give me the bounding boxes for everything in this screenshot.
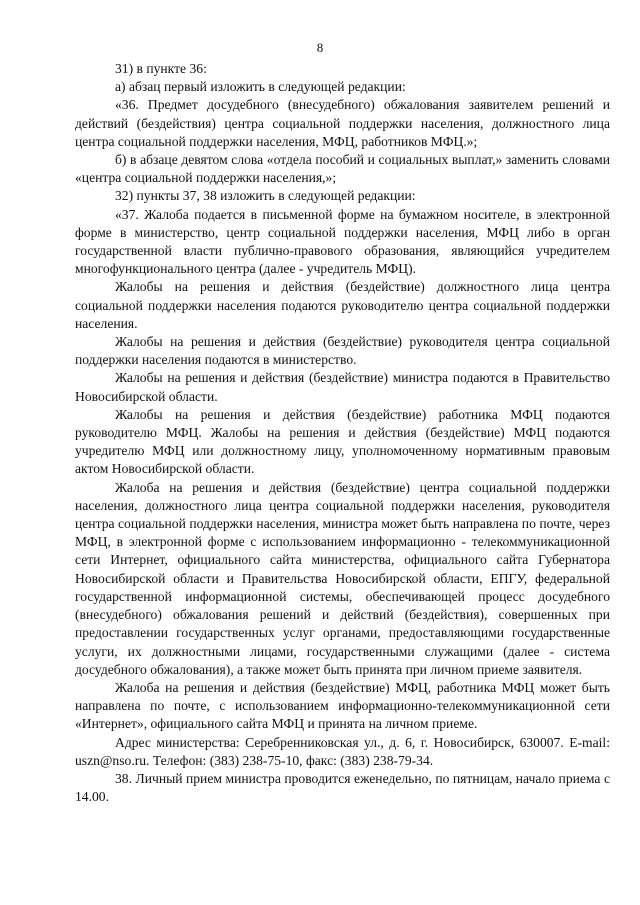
paragraph: Жалоба на решения и действия (бездействие) МФЦ, работника МФЦ может быть направлена по почте, с использованием информационно-телекоммуникационной сети «Интернет», официального сайта МФЦ и принята на личном приеме. bbox=[75, 679, 610, 732]
page-number: 8 bbox=[316, 40, 324, 55]
paragraph: «36. Предмет досудебного (внесудебного) обжалования заявителем решений и действий (бездействия) центра социальной поддержки населения, должностного лица центра социальной поддержки населения, МФЦ, работников МФЦ.»; bbox=[75, 97, 610, 149]
paragraph: а) абзац первый изложить в следующей редакции: bbox=[115, 79, 406, 95]
paragraph: Адрес министерства: Серебренниковская ул., д. 6, г. Новосибирск, 630007. E-mail: uszn@nso.ru. Телефон: (383) 238-75-10, факс: (383) 238-79-34. bbox=[75, 734, 610, 768]
paragraph: б) в абзаце девятом слова «отдела пособий и социальных выплат,» заменить словами «центра социальной поддержки населения,»; bbox=[75, 152, 610, 186]
paragraph: 32) пункты 37, 38 изложить в следующей редакции: bbox=[115, 188, 416, 204]
paragraph: Жалоба на решения и действия (бездействие) центра социальной поддержки населения, должностного лица центра социальной поддержки населения, руководителя центра социальной поддержки населения, министра может быть направлена по почте, через МФЦ, в электронной форме с использованием информационно - телекоммуникационной сети Интернет, официального сайта министерства, официального сайта Губернатора Новосибирской области и Правительства Новосибирской области, ЕПГУ, федеральной государственной информационной системы, обеспечивающей процесс досудебного (внесудебного) обжалования решений и действий (бездействия), совершенных при предоставлении государственных услуг органами, предоставляющими государственные услуги, их должностными лицами, государственными служащими (далее - система досудебного обжалования), а также может быть принята при личном приеме заявителя. bbox=[75, 479, 610, 677]
paragraph: 38. Личный прием министра проводится еженедельно, по пятницам, начало приема с 14.00. bbox=[75, 770, 610, 805]
paragraph: Жалобы на решения и действия (бездействие) министра подаются в Правительство Новосибирской области. bbox=[75, 370, 610, 404]
paragraph: Жалобы на решения и действия (бездействие) руководителя центра социальной поддержки населения подаются в министерство. bbox=[75, 334, 610, 368]
paragraph: Жалобы на решения и действия (бездействие) должностного лица центра социальной поддержки населения подаются руководителю центра социальной поддержки населения. bbox=[75, 279, 610, 331]
document-body bbox=[75, 60, 610, 806]
paragraph: 31) в пункте 36: bbox=[115, 61, 207, 76]
paragraph: «37. Жалоба подается в письменной форме на бумажном носителе, в электронной форме в министерство, центр социальной поддержки населения, МФЦ либо в орган государственной власти публично-правового образования, являющийся учредителем многофункционального центра (далее - учредитель МФЦ). bbox=[75, 206, 610, 277]
paragraph: Жалобы на решения и действия (бездействие) работника МФЦ подаются руководителю МФЦ. Жалобы на решения и действия (бездействие) МФЦ подаются учредителю МФЦ или должностному лицу, уполномоченному нормативным правовым актом Новосибирской области. bbox=[75, 406, 610, 477]
